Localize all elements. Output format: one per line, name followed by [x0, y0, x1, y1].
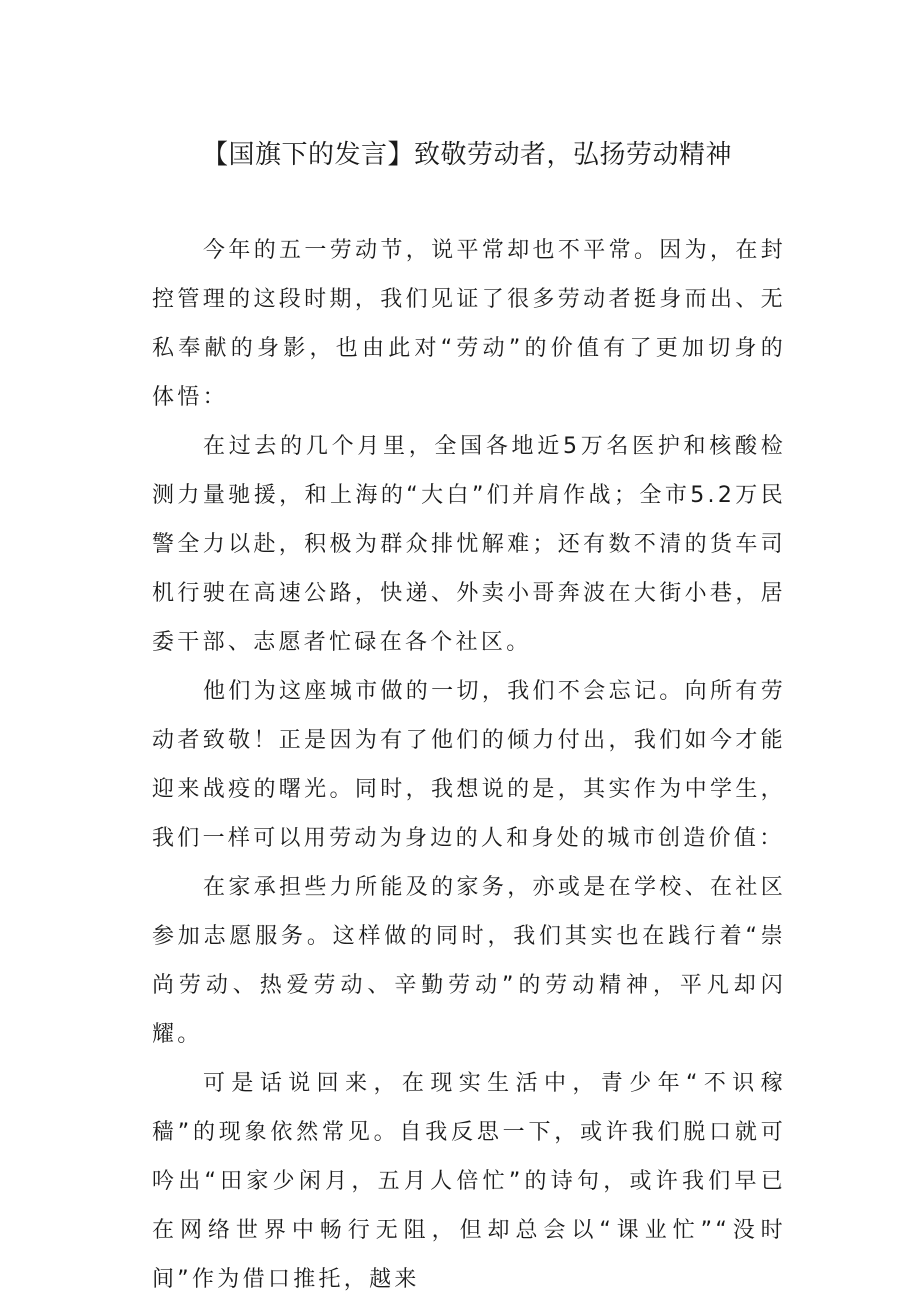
paragraph-2: 在过去的几个月里，全国各地近5万名医护和核酸检测力量驰援，和上海的“大白”们并肩作战；全市5.2万民警全力以赴，积极为群众排忧解难；还有数不清的货车司机行驶在高速公路，快递、外卖小哥奔波在大街小巷，居委干部、志愿者忙碌在各个社区。 [152, 434, 786, 655]
paragraph-3: 他们为这座城市做的一切，我们不会忘记。向所有劳动者致敬！正是因为有了他们的倾力付出，我们如今才能迎来战疫的曙光。同时，我想说的是，其实作为中学生，我们一样可以用劳动为身边的人和身处的城市创造价值： [152, 679, 786, 851]
paragraph-5: 可是话说回来，在现实生活中，青少年“不识稼穑”的现象依然常见。自我反思一下，或许我们脱口就可吟出“田家少闲月，五月人倍忙”的诗句，或许我们早已在网络世界中畅行无阻，但却总会以“课业忙”“没时间”作为借口推托，越来 [152, 1071, 786, 1292]
document-title: 【国旗下的发言】致敬劳动者，弘扬劳动精神 [201, 140, 732, 170]
document-body [152, 226, 786, 1304]
paragraph-4: 在家承担些力所能及的家务，亦或是在学校、在社区参加志愿服务。这样做的同时，我们其实也在践行着“崇尚劳动、热爱劳动、辛勤劳动”的劳动精神，平凡却闪耀。 [152, 875, 786, 1047]
paragraph-1: 今年的五一劳动节，说平常却也不平常。因为，在封控管理的这段时期，我们见证了很多劳动者挺身而出、无私奉献的身影，也由此对“劳动”的价值有了更加切身的体悟： [152, 238, 786, 410]
